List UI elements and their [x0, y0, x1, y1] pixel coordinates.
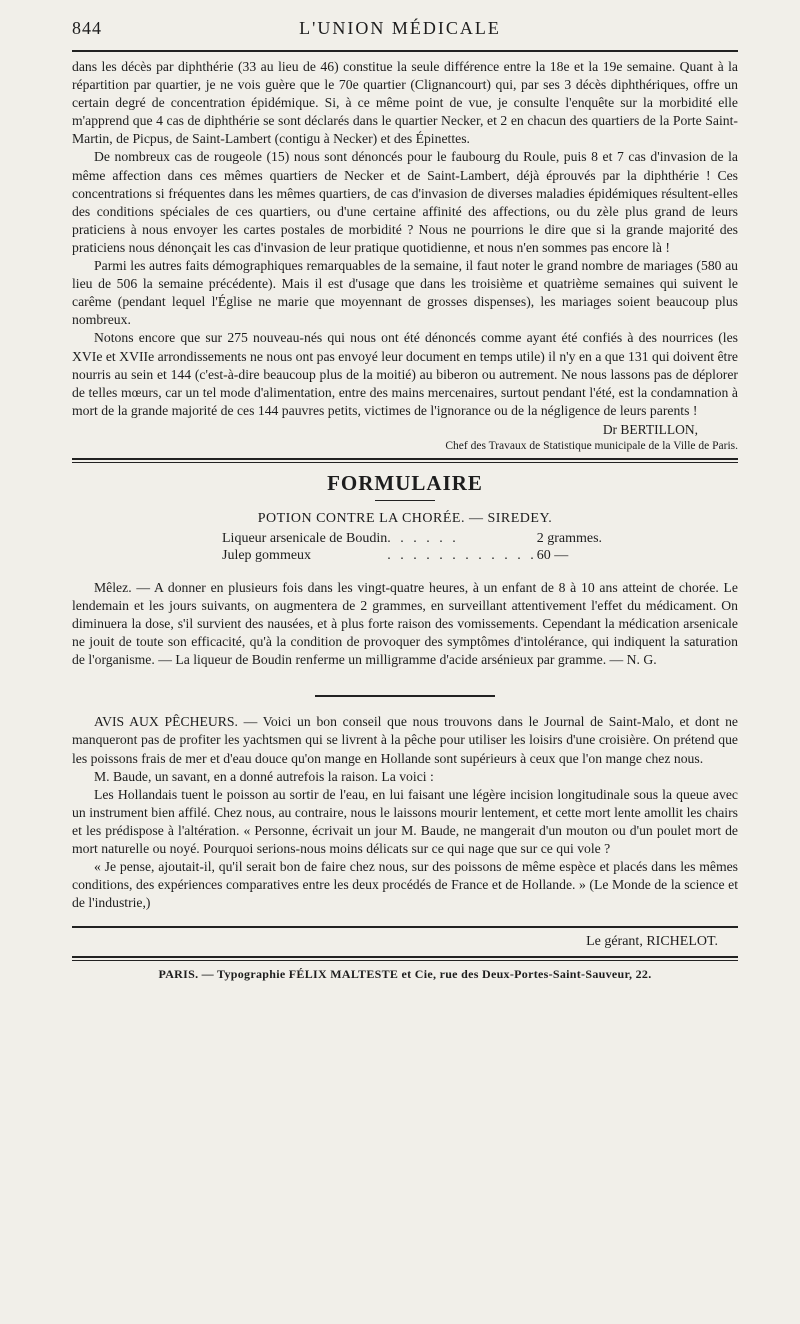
ingredient-name: Liqueur arsenicale de Boudin — [222, 530, 388, 546]
section-divider — [72, 458, 738, 463]
ingredient-dots: . . . . . . . . . . . . — [387, 547, 537, 563]
header-rule — [72, 50, 738, 52]
article-body — [72, 58, 738, 420]
ingredient-dots: . . . . . . — [387, 530, 459, 546]
ingredient-name: Julep gommeux — [222, 547, 312, 563]
article-paragraph: Notons encore que sur 275 nouveau-nés qui nous ont été dénoncés comme ayant été confiés à des nourrices (les XVIe et XVIIe arrondissements ne nous ont pas envoyé leur document en temps utile) il n'y en a que 131 qui doivent être nourris au sein et 144 (c'est-à-dire beaucoup plus de la moitié) au biberon ou autrement. Ne nous lassons pas de déplorer de telles mœurs, car un tel mode d'alimentation, entre des mains mercenaires, surtout pendant l'été, est la condamnation à mort de la grande majorité de ces 144 pauvres petits, victimes de l'ignorance ou de la négligence de leurs parents ! — [72, 330, 738, 418]
article-paragraph: dans les décès par diphthérie (33 au lieu de 46) constitue la seule différence entre la 18e et la 19e semaine. Quant à la répartition par quartier, je ne vois guère que le 70e quartier (Clignancourt) qui, par ses 3 décès diphthériques, offre un certain degré de concentration épidémique. Si, à ce même point de vue, je consulte l'enquête sur la morbidité elle m'apprend que 4 cas de diphthérie se sont déclarés dans le quartier Necker, et 2 en chacun des quartiers de la Porte Saint-Martin, de Picpus, de Saint-Lambert (contigu à Necker) et des Épinettes. — [72, 59, 738, 147]
avis-paragraph: AVIS AUX PÊCHEURS. — Voici un bon conseil que nous trouvons dans le Journal de Saint-Malo, et dont ne manqueront pas de profiter les yachtsmen qui se livrent à la pêche pour utiliser les loisirs d'une croisière. On prétend que les poissons frais de mer et d'eau douce qu'on mange en Hollande sont supérieurs à ceux que l'on mange chez nous. — [72, 714, 738, 766]
avis-paragraph: M. Baude, un savant, en a donné autrefois la raison. La voici : — [94, 768, 434, 784]
running-title: L'UNION MÉDICALE — [299, 18, 501, 38]
footer-rule — [72, 956, 738, 961]
ingredient-list — [222, 531, 602, 565]
footer-rule-top — [72, 926, 738, 928]
recipe-instructions-block — [72, 579, 738, 669]
signature-name: Dr BERTILLON, — [602, 421, 698, 437]
separator-rule — [315, 695, 495, 697]
recipe-title: POTION CONTRE LA CHORÉE. — SIREDEY. — [257, 510, 553, 526]
recipe-instructions: Mêlez. — A donner en plusieurs fois dans les vingt-quatre heures, à un enfant de 8 à 10 ans atteint de chorée. Le lendemain et les jours suivants, on augmentera de 2 grammes, en surveillant attentivement l'effet du médicament. On diminuera la dose, s'il survient des nausées, et à plus forte raison des vomissements. Cependant la médication arsenicale ne jouit de toute son efficacité, qu'à la condition de provoquer des symptômes d'intolérance, qui indiquent la saturation de l'organisme. — La liqueur de Boudin renferme un milligramme d'acide arsénieux par gramme. — N. G. — [72, 579, 738, 668]
article-paragraph: De nombreux cas de rougeole (15) nous sont dénoncés pour le faubourg du Roule, puis 8 et 7 cas d'invasion de la même affection dans ces mêmes quartiers de Necker et de Saint-Lambert, déjà éprouvés par la diphthérie ! Ces concentrations si fréquentes dans les mêmes quartiers, de cas d'invasion de diverses maladies épidémiques résultent-elles des conditions spéciales de ces quartiers, ou d'une certaine affinité des affections, ou du zèle plus grand de leurs praticiens à nous envoyer les cartes postales de morbidité ? Nous ne pourrions le dire que si la grande majorité des praticiens nous dénonçait les cas d'invasion de leur pratique quotidienne, et nous n'en sommes pas encore là ! — [72, 149, 738, 255]
ingredient-row — [222, 548, 602, 565]
avis-paragraph: « Je pense, ajoutait-il, qu'il serait bon de faire chez nous, sur des poissons de même espèce et placés dans les mêmes conditions, des expériences comparatives entre les deux procédés de France et de Hollande. » (Le Monde de la science et de l'industrie,) — [72, 859, 738, 911]
signature-title: Chef des Travaux de Statistique municipale de la Ville de Paris. — [445, 439, 738, 452]
ingredient-qty: 60 — — [536, 547, 569, 563]
section-heading: FORMULAIRE — [327, 470, 483, 495]
heading-rule — [375, 500, 435, 501]
gerant-signature: Le gérant, RICHELOT. — [586, 934, 718, 950]
page-number: 844 — [72, 18, 102, 38]
avis-paragraph: Les Hollandais tuent le poisson au sortir de l'eau, en lui faisant une légère incision longitudinale sous la queue avec un instrument bien affilé. Chez nous, au contraire, nous le laissons mourir lentement, et cette mort lente amollit les chairs et les prédispose à l'altération. « Personne, écrivait un jour M. Baude, ne mangerait d'un mouton ou d'un poulet mort de mort naturelle ou noyé. Pourquoi serions-nous moins délicats sur ce qui nage que sur ce qui vole ? — [72, 786, 738, 856]
article-paragraph: Parmi les autres faits démographiques remarquables de la semaine, il faut noter le grand nombre de mariages (580 au lieu de 506 la semaine précédente). Mais il est d'usage que dans les troisième et quatrième semaines qui suivent le carême (pendant lequel l'Église ne marie que moyennant de grosses dispenses), les mariages soient beaucoup plus nombreux. — [72, 258, 738, 328]
ingredient-qty: 2 grammes. — [536, 530, 603, 546]
avis-body — [72, 713, 738, 912]
printer-imprint: PARIS. — Typographie FÉLIX MALTESTE et Cie, rue des Deux-Portes-Saint-Sauveur, 22. — [158, 967, 652, 982]
ingredient-row — [222, 531, 602, 548]
